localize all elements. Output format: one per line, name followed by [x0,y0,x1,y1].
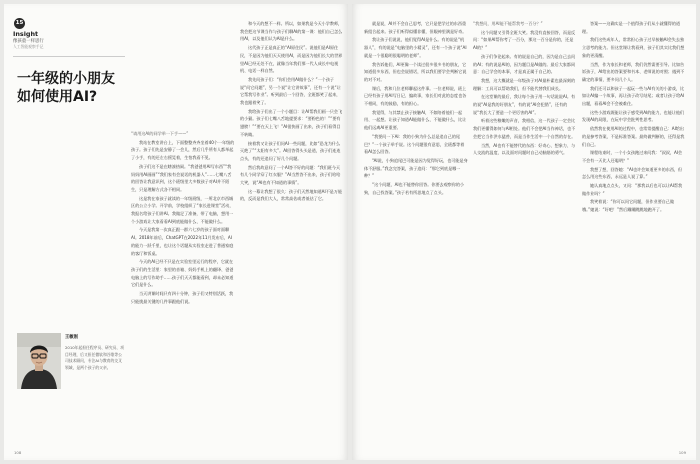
paragraph: 然后我故意问了一个AI答不好的问题：“我们班今天有几个同学穿了红衣服？”AI当然答不出来，孩子们哈哈大笑，说“AI也有不知道的事情”。 [240,164,341,186]
paragraph: 我告诉他们，AI更像一个读过很多很多书的朋友，它知道很多东西，但也会说错话，所以我们要学会判断它说的对不对。 [364,61,467,82]
paragraph: 我先问孩子们：“你们会用AI做什么？”一个孩子说“问它问题”，另一个说“让它讲故事”，还有一个说“让它帮我写作业”。听到最后一个回答，全班都笑了起来，我也跟着笑了。 [240,76,341,106]
author-bio: 2010年起担任程序员、研究员、项目经理，后又担任微软和谷歌等公司技术顾问，专注AI与教育的交叉领域，是两个孩子的父亲。 [65,345,125,370]
paragraph: 这一幕让我想了很久：孩子们天然地知道AI不是万能的，反而是我们大人，常常高估或者低估了它。 [240,188,343,202]
paragraph: 孩子们争论起来。有的说是自己的，因为是自己去问的AI；有的说是AI的，因为题目是AI做的。最后大家都同意：自己学会的本事，才是真正属于自己的。 [473,53,576,75]
paragraph: 我们这些成年人，常常担心孩子过早接触AI会失去独立思考的能力。但这堂课让我看到，孩子们其实比我们想象的更清醒。 [582,37,685,58]
section-label: Insight [13,30,39,38]
page-number: 108 [14,450,22,455]
body-column-2 [131,130,235,452]
author-name: 王敏刚 [65,335,78,340]
paragraph: “请用这AI的同学举一下手——” [131,131,189,136]
paragraph: 孩子们这不是在瞎凑热闹。“我爸爸用AI写东西”“我妈妈用AI画画”“我们家有会说话的机器人”……七嘴八舌的回答让我意识到，这个班级里大多数孩子对AI并不陌生，只是理解方式各不相同。 [131,163,232,192]
paragraph: 答案——这确实是一个值得孩子们从小就懂得的道理。 [582,21,681,34]
paragraph: “我要问一下AI：我的小狗为什么总是追自己的尾巴？”一个孩子举手说。这个问题很有意思，全班都等着看AI怎么回答。 [364,133,465,155]
paragraph: 依然我在使用AI的过程中，也常常提醒自己：AI给出的是参考答案，不是标准答案。最终做判断的，还得是我们自己。 [582,126,685,147]
paragraph: 今天是我第一次真正跟一群六七岁的孩子面对面聊AI。2018年前后，ChatGPT在2022年11月发布后，AI的能力一跃千里，也让这个话题从实验室走进了普通家庭的客厅和饭桌。 [131,227,234,256]
paragraph: 就是说，AI并不会自己思考，它只是把学过的东西重新组合起来。孩子们听得似懂非懂，但眼神里满是好奇。 [364,21,467,34]
column-subtitle: 人工智能观察手记 [13,44,44,49]
paragraph: “AI说，小狗追尾巴可能是因为觉得好玩，也可能是身体不舒服。”我念完答案，孩子追问：“那它到底是哪一种？” [364,157,468,179]
paragraph: 在这堂课的最后，我让每个孩子用一句话说说AI。有的说“AI是我的好朋友”，有的说“AI会犯错”，还有的说“我长大了要造一个更厉害的AI”。 [473,94,576,115]
column-name: 像孩童一样思行 [13,39,44,44]
paragraph: 我笑着说：“你可以问它问题，但作业要自己做哦。”她说：“好吧！”然后蹦蹦跳跳地跑开了。 [582,199,674,213]
paragraph: 当天讲课时间只有四十分钟，孩子们又特别活跃，我只能挑最关键的几件事跟他们说。 [131,291,234,304]
paragraph: “这个问题，AI也不能替你回答。你要去观察你的小狗，自己找答案。”孩子若有所思地点了点头。 [364,182,465,195]
author-portrait-icon [17,333,61,389]
paragraph: 当然，作为家长和老师，我们仍然需要引导。比如告诉孩子，AI给出的答案要和书本、老师说的对照；遇到不确定的事情，要多问几个人。 [582,61,685,82]
paragraph: 课程结束时，一个小女孩跑过来问我：“叔叔，AI会不会有一天比人还聪明？” [582,150,683,163]
paragraph: 我觉得，与其禁止孩子接触AI，不如陪着他们一起用、一起想。让孩子知道AI能做什么、不能做什么，比让他们远离AI更重要。 [364,109,467,131]
paragraph: 这些小游戏既能让孩子感受到AI的能力，也能让他们发现AI的局限，在玩中学会批判性思考。 [582,109,685,123]
article-title [17,70,115,106]
paragraph: 接着我又让孩子们问AI一些问题，比如“恐龙为什么灭绝了”“太阳有多大”。AI回答得头头是道，孩子们连连点头，有的还追问了好几个问题。 [240,140,341,161]
paragraph: 听着这些稚嫩的声音，我相信，这一代孩子一定会比我们更懂得如何与AI相处。他们不会把AI当作神话，也不会把它当作洪水猛兽，而是当作生活中一个自然的存在。 [473,118,576,139]
body-column-3 [582,20,686,452]
header-divider [13,56,125,57]
left-page [4,4,348,460]
paragraph: 这个问题又引得全班大笑。我没有直接回答，而是反问：“如果AI帮你考了一百分，那这一百分是你的，还是AI的？” [473,29,576,51]
body-column-3 [240,20,344,452]
body-column-1 [364,20,468,452]
paragraph: 今天的AI已经不只是在实验室里运行的程序，它就在孩子们的生活里：家里的音箱、妈妈手机上的翻译、爸爸电脑上的写作助手……孩子们天天都能看到，却未必知道它们是什么。 [131,259,234,288]
author-photo [17,333,61,389]
paragraph: 我让孩子们说说，他们觉得AI是什么。有的说是“机器人”，有的说是“电脑里的小精灵”，还有一个孩子说“AI就是一个很聪明很聪明的老师”。 [364,37,467,58]
paragraph: 和今天的想不一样。所以，如果我是今天小学教师，我会把这节课当作与孩子们聊AI的第一课：他们自己怎么用AI，以及他们认为AI是什么。 [240,21,343,42]
paragraph: 这代孩子正是真正的“AI原住民”。说他们是AI原住民，不是因为他们天天使用AI，而是因为他们长大的世界里AI已经无处不在，就像当年我们那一代人成长中电视机、电话一样自然。 [240,45,343,74]
paragraph: 课后，我和几位老师聊起这件事。一位老师说，班上已经有孩子用AI写日记、编故事，家长们对此的态度也各不相同，有的鼓励，有的担心。 [364,85,467,107]
title-line: 如何使用AI? [17,89,98,105]
page-number: 109 [678,450,686,455]
issue-badge: 15 [14,18,25,29]
paragraph: 我给孩子们出了一个小题目：让AI帮我们画一只会飞的小猫。孩子们七嘴八舌地提要求：“要粉色的！”“要有翅膀！”“要在天上飞！”AI很快画了出来，孩子们看得目不转睛。 [240,108,343,137]
title-line: 一年级的小朋友 [17,71,115,87]
paragraph: “我想问，用AI能不能帮我考一百分？” [473,21,543,26]
paragraph: 这是我在家孩子就读的一年级班级，一所北京市西城区的公立小学。开学前，学校组织了“家长进课堂”活动，我报名给孩子们讲AI。我做足了准备，带了电脑，想用一个小游戏让大家看看AI到底能做什么、不能做什么。 [131,195,234,224]
paragraph: 我想，这大概就是一年级孩子对AI最朴素也最深刻的理解：工具可以帮助我们，但不能代替我们成长。 [473,77,576,91]
paragraph: 我想了想，回答她：“AI也许会知道更多的东西，但怎么用这些东西，永远是人说了算。” [582,166,683,180]
right-page [352,4,696,460]
paragraph: 当然，AI也有不能替代的东西：好奇心、想象力、与人交流的温度，以及面对问题时自己动脑筋的勇气。 [473,142,576,156]
paragraph: 我站在教室讲台上，下面整整齐齐坐着40个一年级的孩子。孩子们先是安静了一会儿，然后几乎所有人都举起了小手，有的还左右摇晃着，生怕我看不见。 [131,139,235,161]
body-column-2 [473,20,577,452]
paragraph: 她认真地点点头，又问：“那我以后也可以让AI帮我做作业吗？” [582,183,683,196]
paragraph: 我们还可以和孩子一起玩一些与AI有关的小游戏，比如让AI编一个故事，再让孩子改写结尾；或者让孩子给AI出题，看看AI会不会被难住。 [582,85,685,107]
